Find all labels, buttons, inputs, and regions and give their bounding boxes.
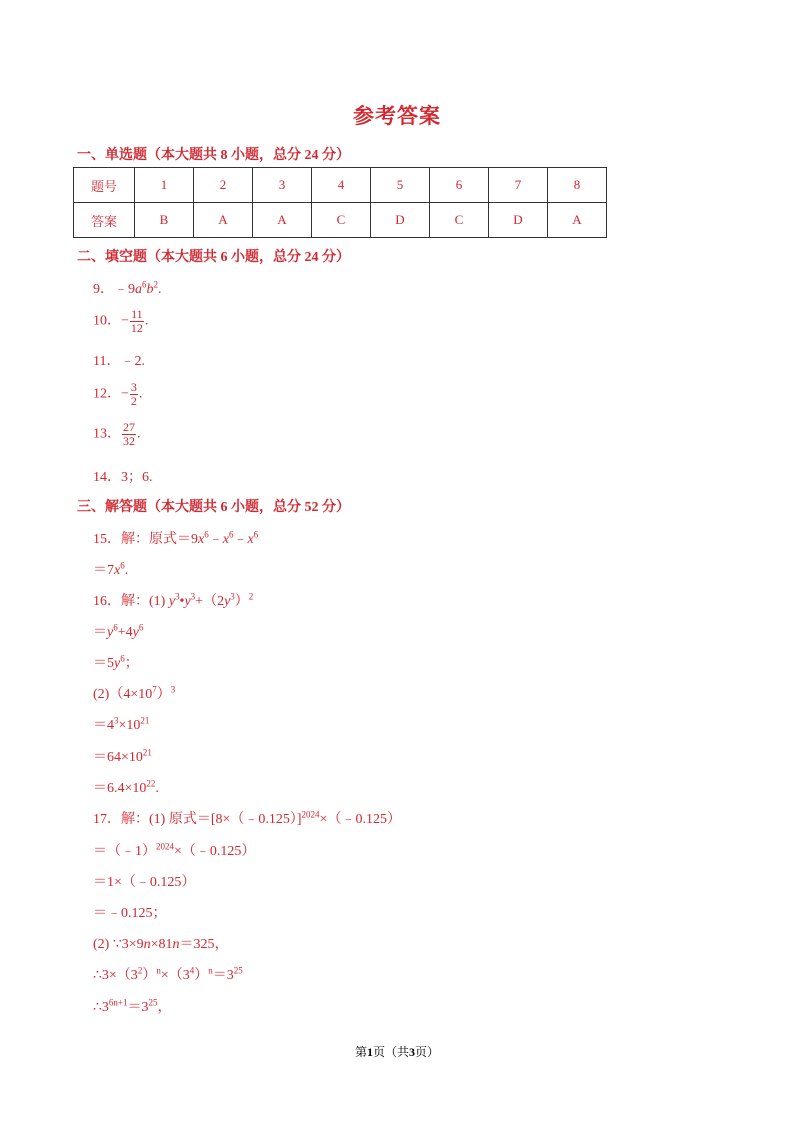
- solution-line: [93, 996, 172, 1016]
- solution-line: [93, 528, 258, 548]
- math-text: 16．解：(1): [93, 594, 169, 609]
- solution-line: [93, 621, 143, 641]
- math-text: ﹣: [208, 532, 223, 547]
- math-text: ×（﹣0.125）: [319, 812, 401, 827]
- math-text: .: [124, 563, 129, 578]
- math-text: ∴3: [93, 1000, 109, 1015]
- math-text: ）: [156, 687, 171, 702]
- question-label: 10．: [93, 313, 121, 329]
- math-text: 3；6.: [121, 470, 153, 485]
- answer-cell: A: [253, 203, 312, 238]
- answer-row: [74, 203, 607, 238]
- exponent: 6n+1: [108, 997, 128, 1008]
- math-var: y: [184, 594, 191, 609]
- exponent: 3: [190, 591, 196, 602]
- exponent: 7: [152, 684, 157, 695]
- question-label: 14．: [93, 470, 121, 485]
- answer-cell: A: [548, 203, 607, 238]
- answer-line-13: [93, 421, 141, 448]
- math-text: ；: [124, 656, 139, 671]
- math-var: y: [168, 594, 176, 609]
- math-var: x: [247, 532, 254, 547]
- exponent: 22: [146, 778, 156, 789]
- exponent: 3: [175, 591, 180, 602]
- solution-line: [93, 808, 401, 828]
- answer-table: [73, 167, 607, 238]
- section-heading-single-choice: 一、单选题（本大题共 8 小题，总分 24 分）: [77, 148, 350, 163]
- fraction: [130, 381, 138, 408]
- math-text: +（2: [195, 594, 225, 609]
- math-text: −: [121, 386, 129, 402]
- math-text: ×（﹣0.125）: [174, 844, 256, 859]
- math-text: ，: [157, 1000, 172, 1015]
- fraction-denominator: 12: [130, 321, 143, 335]
- question-label: 12．: [93, 386, 121, 402]
- answer-cell: D: [371, 203, 430, 238]
- footer-text: 页）: [415, 1045, 440, 1059]
- fraction-denominator: 2: [130, 394, 137, 408]
- exponent: 2024: [156, 841, 174, 852]
- answer-cell: D: [489, 203, 548, 238]
- math-var: y: [224, 594, 231, 609]
- math-text: +4: [117, 625, 133, 640]
- math-text: ＝3: [212, 968, 234, 983]
- exponent: 25: [148, 997, 158, 1008]
- exponent: 3: [230, 591, 235, 602]
- solution-line: [93, 746, 152, 766]
- math-var: n: [143, 937, 151, 952]
- answer-line-9: [93, 278, 162, 298]
- math-text: ×81: [150, 937, 173, 952]
- row-label-answer: 答案: [74, 203, 135, 238]
- solution-line: [93, 933, 229, 953]
- exponent: 6: [204, 529, 209, 540]
- fraction-numerator: 3: [130, 380, 137, 394]
- exponent: 6: [120, 560, 125, 571]
- page-title: 参考答案: [353, 104, 441, 128]
- math-text: ＝325，: [179, 937, 229, 952]
- math-text: (2)（4×10: [93, 687, 153, 702]
- solution-line: [93, 559, 128, 579]
- solution-line: [93, 714, 149, 734]
- exponent: 2: [137, 965, 143, 976]
- answer-line-12: [93, 381, 142, 408]
- page-number: 1: [366, 1045, 373, 1059]
- fraction: [130, 308, 144, 335]
- exponent: 3: [114, 715, 119, 726]
- math-text: ＝5: [93, 656, 114, 671]
- solution-line: [93, 840, 255, 860]
- exponent: 6: [142, 279, 147, 290]
- question-number-cell: 7: [489, 168, 548, 203]
- question-number-cell: 1: [135, 168, 194, 203]
- math-text: ）: [234, 594, 249, 609]
- exponent: 2: [248, 591, 254, 602]
- math-text: ﹣: [233, 532, 248, 547]
- math-text: ＝6.4×10: [93, 781, 147, 796]
- math-text: 15．解：原式＝9: [93, 532, 198, 547]
- math-var: x: [222, 532, 229, 547]
- math-text: ）: [194, 968, 209, 983]
- exponent: 6: [138, 622, 144, 633]
- question-number-cell: 4: [312, 168, 371, 203]
- math-text: ∴3×（3: [93, 968, 138, 983]
- footer-text: 第: [354, 1045, 367, 1059]
- exponent: 25: [233, 965, 243, 976]
- answer-cell: A: [194, 203, 253, 238]
- math-var: b: [146, 282, 154, 297]
- answer-line-14: [93, 466, 153, 486]
- math-var: n: [172, 937, 180, 952]
- fraction: [122, 421, 136, 448]
- math-text: •: [179, 594, 185, 609]
- footer-text: 页（共: [372, 1045, 409, 1059]
- question-number-cell: 8: [548, 168, 607, 203]
- section-heading-solutions: 三、解答题（本大题共 6 小题，总分 52 分）: [77, 500, 350, 515]
- math-text: ﹣2.: [120, 354, 145, 369]
- exponent: 21: [142, 747, 152, 758]
- math-text: .: [144, 313, 149, 329]
- math-var: y: [132, 625, 139, 640]
- solution-line: [93, 590, 253, 610]
- solution-line: [93, 777, 159, 797]
- question-number-cell: 5: [371, 168, 430, 203]
- math-text: ＝: [93, 625, 107, 640]
- fraction-numerator: 11: [131, 307, 143, 321]
- exponent: 3: [170, 684, 176, 695]
- exponent: 6: [113, 622, 118, 633]
- answer-line-11: [93, 350, 145, 370]
- math-text: ＝3: [127, 1000, 149, 1015]
- question-label: 9．: [93, 282, 114, 297]
- page-footer: [0, 1043, 794, 1060]
- exponent: n: [208, 965, 213, 976]
- solution-line: [93, 652, 139, 672]
- math-var: x: [198, 532, 205, 547]
- math-var: a: [135, 282, 142, 297]
- row-label-question: 题号: [74, 168, 135, 203]
- math-text: −: [121, 313, 129, 329]
- question-number-cell: 6: [430, 168, 489, 203]
- solution-line: ＝﹣0.125；: [93, 906, 167, 921]
- math-text: ×10: [118, 718, 141, 733]
- math-text: (2) ∵3×9: [93, 937, 144, 952]
- math-text: ）: [142, 968, 157, 983]
- page-total: 3: [409, 1045, 415, 1059]
- solution-line: [93, 683, 175, 703]
- math-var: x: [114, 563, 121, 578]
- section-heading-fill-blank: 二、填空题（本大题共 6 小题，总分 24 分）: [77, 250, 350, 265]
- math-text: .: [158, 282, 162, 297]
- exponent: 4: [189, 965, 195, 976]
- math-text: ×（3: [160, 968, 190, 983]
- answer-line-10: [93, 308, 148, 335]
- exponent: 6: [120, 653, 125, 664]
- math-text: ＝4: [93, 718, 114, 733]
- exponent: 2: [153, 279, 158, 290]
- exponent: n: [156, 965, 161, 976]
- math-text: ﹣9: [114, 282, 135, 297]
- exponent: 6: [253, 529, 259, 540]
- math-text: ＝7: [93, 563, 114, 578]
- solution-line: [93, 964, 243, 984]
- fraction-numerator: 27: [123, 420, 135, 434]
- math-text: .: [137, 426, 141, 442]
- math-var: y: [114, 656, 121, 671]
- exponent: 6: [228, 529, 234, 540]
- answer-cell: C: [312, 203, 371, 238]
- answer-cell: B: [135, 203, 194, 238]
- answer-cell: C: [430, 203, 489, 238]
- exponent: 21: [140, 715, 150, 726]
- question-number-row: [74, 168, 607, 203]
- math-text: .: [155, 781, 159, 796]
- math-text: .: [138, 386, 143, 402]
- exponent: 2024: [301, 809, 320, 820]
- question-number-cell: 2: [194, 168, 253, 203]
- question-label: 11．: [93, 354, 121, 369]
- math-text: ＝（﹣1）: [93, 844, 156, 859]
- solution-line: ＝1×（﹣0.125）: [93, 875, 196, 890]
- math-var: y: [107, 625, 114, 640]
- question-label: 13．: [93, 426, 121, 442]
- math-text: 17．解：(1) 原式＝[8×（﹣0.125）]: [93, 812, 302, 827]
- math-text: ＝64×10: [93, 750, 143, 765]
- fraction-denominator: 32: [123, 434, 135, 448]
- question-number-cell: 3: [253, 168, 312, 203]
